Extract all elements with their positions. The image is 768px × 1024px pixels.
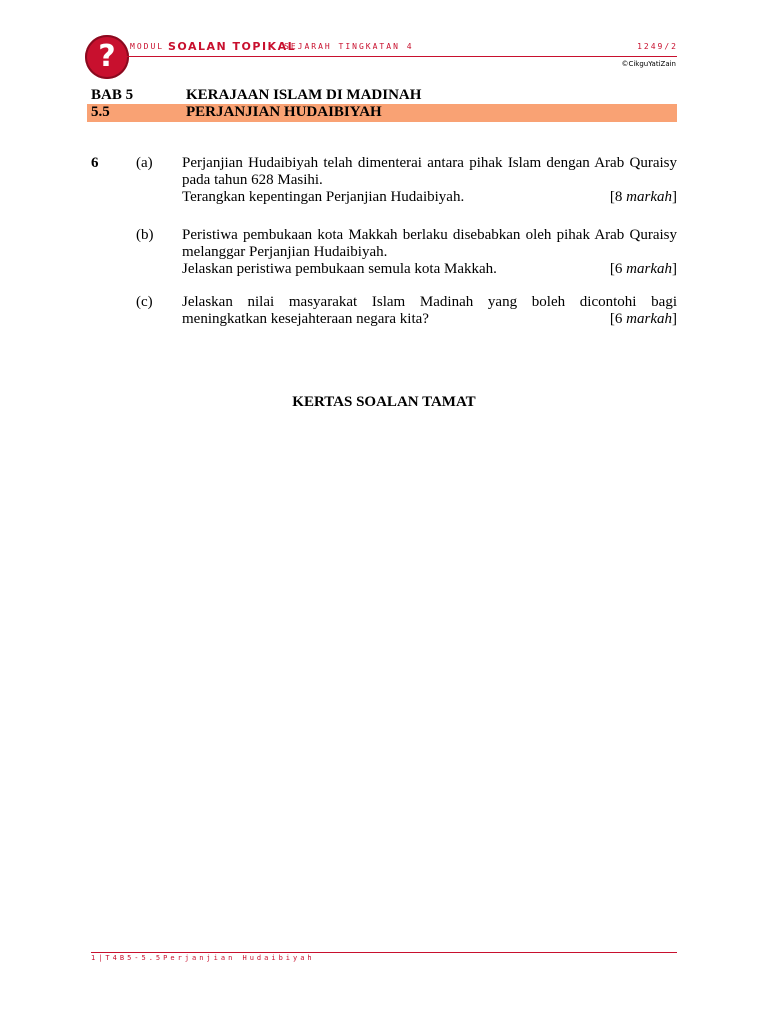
subchapter-heading <box>87 104 677 122</box>
marks: [6 markah] <box>609 311 677 327</box>
question-number: 6 <box>91 155 99 171</box>
footer-rule <box>91 952 677 953</box>
part-line: Perjanjian Hudaibiyah telah dimenterai antara pihak Islam dengan Arab Quraisy <box>182 155 677 171</box>
question-mark-glyph: ? <box>98 39 116 74</box>
chapter-heading <box>91 87 677 104</box>
question-mark-icon <box>85 35 129 79</box>
chapter-title: KERAJAAN ISLAM DI MADINAH <box>186 87 422 103</box>
part-label: (a) <box>136 155 153 171</box>
header-paper-code: 1249/2 <box>637 42 678 51</box>
header-modul: MODUL <box>130 42 165 51</box>
header-copyright: ©CikguYatiZain <box>621 60 676 68</box>
marks: [6 markah] <box>609 261 677 277</box>
header-rule <box>120 56 677 57</box>
header-soalan-topikal: SOALAN TOPIKAL <box>168 40 297 53</box>
part-line: Jelaskan peristiwa pembukaan semula kota Makkah. <box>182 261 497 277</box>
subchapter-title: PERJANJIAN HUDAIBIYAH <box>186 104 382 120</box>
subchapter-number: 5.5 <box>91 104 110 120</box>
part-line: melanggar Perjanjian Hudaibiyah. <box>182 244 388 260</box>
end-of-paper-label: KERTAS SOALAN TAMAT <box>292 394 476 410</box>
chapter-number: BAB 5 <box>91 87 134 103</box>
part-line: Peristiwa pembukaan kota Makkah berlaku disebabkan oleh pihak Arab Quraisy <box>182 227 677 243</box>
footer-label: 1|T4B5-5.5Perjanjian Hudaibiyah <box>91 954 315 962</box>
part-line: meningkatkan kesejahteraan negara kita? <box>182 311 429 327</box>
part-label: (b) <box>136 227 154 243</box>
part-line: Jelaskan nilai masyarakat Islam Madinah yang boleh dicontohi bagi <box>182 294 677 310</box>
part-line: pada tahun 628 Masihi. <box>182 172 323 188</box>
marks: [8 markah] <box>609 189 677 205</box>
header-subject: SEJARAH TINGKATAN 4 <box>284 42 414 51</box>
part-label: (c) <box>136 294 153 310</box>
part-line: Terangkan kepentingan Perjanjian Hudaibiyah. <box>182 189 465 205</box>
